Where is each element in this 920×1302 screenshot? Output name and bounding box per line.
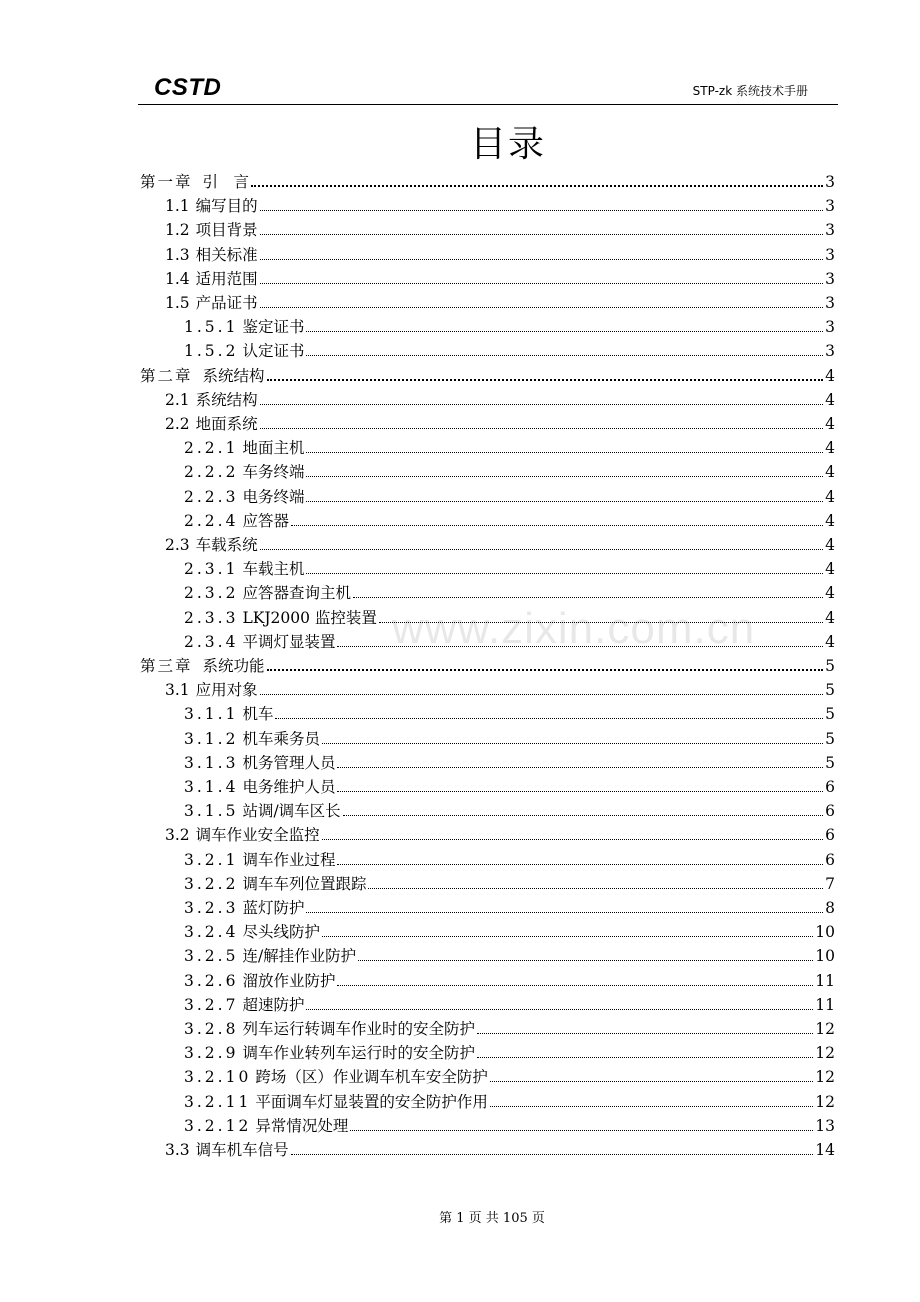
- toc-leader-dots: [353, 597, 823, 598]
- toc-entry[interactable]: [184, 315, 835, 339]
- toc-entry-page: 3: [825, 294, 835, 312]
- toc-leader-dots: [291, 525, 823, 526]
- toc-entry[interactable]: [165, 218, 835, 242]
- toc-entry-title: 适用范围: [195, 269, 258, 288]
- toc-entry[interactable]: [184, 460, 835, 484]
- toc-entry-page: 4: [825, 366, 835, 385]
- toc-entry[interactable]: [165, 678, 835, 702]
- toc-leader-dots: [267, 379, 823, 381]
- toc-entry[interactable]: [184, 1090, 835, 1114]
- toc-entry[interactable]: [184, 1017, 835, 1041]
- toc-leader-dots: [477, 1057, 813, 1058]
- toc-leader-dots: [306, 501, 823, 502]
- toc-entry-title: 调车机车信号: [195, 1141, 289, 1159]
- toc-leader-dots: [350, 1130, 813, 1131]
- toc-entry-page: 7: [825, 874, 835, 893]
- toc-entry-title: 调车作业转列车运行时的安全防护: [242, 1044, 475, 1063]
- toc-entry[interactable]: [184, 702, 835, 726]
- toc-entry-number: 3.2.10: [184, 1068, 252, 1087]
- toc-entry[interactable]: [184, 339, 835, 363]
- toc-entry[interactable]: [165, 533, 835, 557]
- toc-entry-number: 3.2.8: [184, 1020, 239, 1038]
- toc-entry[interactable]: [165, 1138, 835, 1162]
- toc-entry-number: 3.2.12: [184, 1116, 252, 1135]
- toc-leader-dots: [477, 1033, 813, 1034]
- toc-entry-number: 3.2.3: [184, 899, 239, 917]
- toc-entry-title: 应用对象: [195, 681, 258, 700]
- toc-entry-number: 3.1.3: [184, 753, 239, 772]
- toc-leader-dots: [260, 283, 823, 284]
- toc-entry[interactable]: [184, 896, 835, 920]
- toc-leader-dots: [306, 452, 823, 453]
- toc-leader-dots: [260, 210, 823, 211]
- toc-entry-number: 2.3: [165, 536, 190, 554]
- toc-leader-dots: [306, 355, 823, 356]
- toc-entry-number: 第二章: [140, 366, 193, 385]
- toc-entry-title: 产品证书: [195, 294, 258, 312]
- toc-entry-number: 3.2.5: [184, 947, 239, 966]
- toc-entry-number: 2.2.2: [184, 463, 239, 482]
- toc-entry-title: 蓝灯防护: [242, 899, 305, 917]
- toc-entry-page: 6: [825, 826, 835, 845]
- toc-entry[interactable]: [184, 969, 835, 993]
- toc-entry-title: 项目背景: [195, 221, 258, 240]
- toc-entry[interactable]: [165, 412, 835, 436]
- toc-entry-page: 3: [825, 342, 835, 361]
- toc-entry-number: 第一章: [140, 173, 193, 191]
- toc-leader-dots: [260, 307, 823, 308]
- toc-leader-dots: [251, 185, 823, 187]
- toc-leader-dots: [490, 1081, 813, 1082]
- toc-leader-dots: [337, 767, 823, 768]
- toc-entry-page: 3: [825, 245, 835, 264]
- toc-entry-page: 4: [825, 390, 835, 409]
- toc-entry[interactable]: [184, 1041, 835, 1065]
- toc-entry-title: 引 言: [202, 173, 250, 191]
- toc-entry[interactable]: [140, 170, 835, 194]
- toc-entry[interactable]: [165, 291, 835, 315]
- toc-entry-title: 应答器: [242, 511, 289, 530]
- toc-entry-number: 2.2: [165, 415, 190, 433]
- toc-leader-dots: [337, 791, 823, 792]
- toc-leader-dots: [260, 259, 823, 260]
- toc-entry-title: 超速防护: [242, 995, 305, 1014]
- toc-entry-page: 3: [825, 221, 835, 240]
- toc-entry-page: 5: [825, 753, 835, 772]
- toc-entry-title: LKJ2000 监控装置: [242, 608, 377, 627]
- toc-title: 目录: [469, 124, 546, 165]
- toc-entry-number: 1.3: [165, 245, 190, 264]
- toc-entry-title: 溜放作业防护: [242, 971, 336, 990]
- toc-leader-dots: [490, 1106, 813, 1107]
- toc-entry-page: 10: [815, 923, 835, 942]
- toc-entry-title: 车务终端: [242, 463, 305, 482]
- toc-entry-title: 站调/调车区长: [242, 802, 341, 821]
- toc-entry-title: 电务终端: [242, 487, 305, 506]
- toc-entry[interactable]: [184, 485, 835, 509]
- toc-entry[interactable]: [184, 606, 835, 630]
- toc-entry-title: 异常情况处理: [255, 1116, 349, 1135]
- toc-entry[interactable]: [184, 1114, 835, 1138]
- toc-leader-dots: [275, 718, 823, 719]
- toc-entry-title: 尽头线防护: [242, 923, 320, 942]
- toc-entry-title: 调车车列位置跟踪: [242, 874, 367, 893]
- toc-entry-title: 调车作业过程: [242, 850, 336, 869]
- toc-entry-page: 6: [825, 802, 835, 821]
- toc-entry-number: 1.5.2: [184, 342, 239, 361]
- toc-leader-dots: [260, 404, 823, 405]
- toc-entry-number: 3.2.7: [184, 995, 239, 1014]
- toc-leader-dots: [368, 888, 823, 889]
- toc-entry-page: 5: [825, 705, 835, 724]
- toc-entry-number: 3.3: [165, 1141, 190, 1159]
- toc-entry-number: 2.2.4: [184, 511, 239, 530]
- toc-entry-title: 电务维护人员: [242, 778, 336, 796]
- toc-entry[interactable]: [140, 654, 835, 678]
- toc-entry[interactable]: [184, 436, 835, 460]
- toc-entry-page: 13: [815, 1116, 835, 1135]
- toc-entry-page: 11: [815, 971, 835, 990]
- toc-entry-title: 地面主机: [242, 439, 305, 458]
- toc-entry[interactable]: [184, 630, 835, 654]
- toc-entry-title: 调车作业安全监控: [195, 826, 320, 845]
- toc-entry[interactable]: [184, 848, 835, 872]
- toc-entry[interactable]: [165, 388, 835, 412]
- toc-leader-dots: [322, 839, 823, 840]
- toc-entry-title: 系统结构: [202, 366, 265, 385]
- toc-entry[interactable]: [184, 775, 835, 799]
- toc-entry-number: 2.2.1: [184, 439, 239, 458]
- toc-entry-number: 1.5: [165, 294, 190, 312]
- toc-entry-page: 4: [825, 584, 835, 603]
- toc-entry-page: 10: [815, 947, 835, 966]
- toc-entry-title: 系统结构: [195, 390, 258, 409]
- toc-entry-page: 4: [825, 487, 835, 506]
- toc-entry-number: 3.2.4: [184, 923, 239, 942]
- toc-leader-dots: [260, 428, 823, 429]
- toc-entry[interactable]: [184, 581, 835, 605]
- toc-entry-number: 2.2.3: [184, 487, 239, 506]
- toc-entry[interactable]: [184, 509, 835, 533]
- toc-entry-page: 3: [825, 197, 835, 216]
- document-title: STP-zk 系统技术手册: [692, 84, 808, 98]
- toc-entry-page: 4: [825, 415, 835, 433]
- toc-entry-number: 3.2.2: [184, 874, 239, 893]
- toc-entry[interactable]: [184, 1065, 835, 1089]
- toc-entry-number: 1.1: [165, 197, 190, 216]
- toc-entry-title: 跨场（区）作业调车机车安全防护: [255, 1068, 488, 1087]
- toc-leader-dots: [260, 549, 823, 550]
- toc-leader-dots: [306, 573, 823, 574]
- toc-entry[interactable]: [165, 267, 835, 291]
- toc-leader-dots: [306, 331, 823, 332]
- toc-entry-title: 平调灯显装置: [242, 632, 336, 651]
- toc-leader-dots: [379, 622, 823, 623]
- toc-leader-dots: [306, 912, 823, 913]
- toc-entry-number: 第三章: [140, 657, 193, 675]
- toc-entry-title: 机务管理人员: [242, 753, 336, 772]
- toc-entry[interactable]: [165, 194, 835, 218]
- toc-entry-title: 相关标准: [195, 245, 258, 264]
- toc-entry-page: 4: [825, 608, 835, 627]
- toc-entry-number: 2.3.3: [184, 608, 239, 627]
- toc-leader-dots: [337, 646, 823, 647]
- toc-entry-number: 2.3.2: [184, 584, 239, 603]
- toc-entry-page: 4: [825, 560, 835, 579]
- toc-entry-title: 平面调车灯显装置的安全防护作用: [255, 1092, 488, 1111]
- toc-entry-number: 3.1: [165, 681, 190, 700]
- toc-entry[interactable]: [184, 727, 835, 751]
- toc-entry-number: 2.3.4: [184, 632, 239, 651]
- toc-entry-page: 4: [825, 536, 835, 554]
- toc-entry-number: 3.1.4: [184, 778, 239, 796]
- toc-entry-number: 1.4: [165, 269, 190, 288]
- toc-entry-number: 3.1.1: [184, 705, 239, 724]
- toc-entry[interactable]: [184, 751, 835, 775]
- toc-entry-page: 4: [825, 439, 835, 458]
- toc-entry-number: 2.3.1: [184, 560, 239, 579]
- toc-leader-dots: [260, 234, 823, 235]
- toc-entry[interactable]: [165, 243, 835, 267]
- toc-entry-number: 3.2.9: [184, 1044, 239, 1063]
- toc-entry-title: 系统功能: [202, 657, 265, 675]
- toc-leader-dots: [337, 985, 813, 986]
- toc-entry-page: 14: [815, 1141, 835, 1159]
- toc-entry-page: 6: [825, 778, 835, 796]
- toc-entry-number: 3.1.2: [184, 729, 239, 748]
- toc-entry[interactable]: [140, 364, 835, 388]
- toc-entry-page: 3: [825, 318, 835, 337]
- toc-entry-number: 1.5.1: [184, 318, 239, 337]
- toc-entry[interactable]: [184, 872, 835, 896]
- toc-leader-dots: [322, 936, 813, 937]
- toc-leader-dots: [343, 815, 823, 816]
- toc-entry-title: 应答器查询主机: [242, 584, 351, 603]
- toc-entry-title: 编写目的: [195, 197, 258, 216]
- toc-leader-dots: [358, 960, 813, 961]
- watermark: www.zixin.com.cn: [392, 604, 756, 653]
- toc-leader-dots: [306, 1009, 813, 1010]
- toc-leader-dots: [291, 1154, 814, 1155]
- toc-entry-page: 4: [825, 463, 835, 482]
- toc-entry-page: 4: [825, 632, 835, 651]
- toc-entry-number: 3.2.6: [184, 971, 239, 990]
- toc-entry-page: 12: [815, 1068, 835, 1087]
- toc-leader-dots: [337, 864, 823, 865]
- toc-entry-page: 3: [825, 173, 835, 191]
- toc-entry-page: 11: [815, 995, 835, 1014]
- toc-entry-page: 12: [815, 1092, 835, 1111]
- toc-entry-number: 3.2.11: [184, 1092, 252, 1111]
- toc-entry-title: 列车运行转调车作业时的安全防护: [242, 1020, 475, 1038]
- toc-leader-dots: [260, 694, 823, 695]
- toc-entry[interactable]: [184, 920, 835, 944]
- toc-entry-page: 6: [825, 850, 835, 869]
- toc-leader-dots: [322, 743, 823, 744]
- toc-entry-title: 认定证书: [242, 342, 305, 361]
- toc-entry-number: 3.1.5: [184, 802, 239, 821]
- toc-entry-page: 4: [825, 511, 835, 530]
- toc-entry[interactable]: [184, 557, 835, 581]
- toc-entry-title: 机车: [242, 705, 274, 724]
- page-header: [138, 70, 838, 105]
- toc-entry-number: 3.2.1: [184, 850, 239, 869]
- toc-entry-page: 5: [825, 657, 835, 675]
- toc-entry-title: 车载主机: [242, 560, 305, 579]
- toc-entry-title: 车载系统: [195, 536, 258, 554]
- toc-entry-title: 鉴定证书: [242, 318, 305, 337]
- toc-entry[interactable]: [184, 993, 835, 1017]
- toc-entry-number: 3.2: [165, 826, 190, 845]
- toc-entry[interactable]: [165, 823, 835, 847]
- toc-entry-title: 机车乘务员: [242, 729, 320, 748]
- toc-entry-page: 3: [825, 269, 835, 288]
- toc-entry-page: 12: [815, 1020, 835, 1038]
- toc-leader-dots: [306, 476, 823, 477]
- toc-entry[interactable]: [184, 799, 835, 823]
- toc-leader-dots: [267, 669, 823, 671]
- toc-entry-page: 5: [825, 729, 835, 748]
- toc-entry-title: 连/解挂作业防护: [242, 947, 357, 966]
- toc-entry-number: 1.2: [165, 221, 190, 240]
- toc-entry-page: 12: [815, 1044, 835, 1063]
- toc-entry-page: 8: [825, 899, 835, 917]
- page-footer: 第 1 页 共 105 页: [439, 1211, 545, 1226]
- toc-entry[interactable]: [184, 944, 835, 968]
- toc-entry-page: 5: [825, 681, 835, 700]
- toc-entry-number: 2.1: [165, 390, 190, 409]
- company-logo: CSTD: [154, 74, 222, 101]
- toc-entry-title: 地面系统: [195, 415, 258, 433]
